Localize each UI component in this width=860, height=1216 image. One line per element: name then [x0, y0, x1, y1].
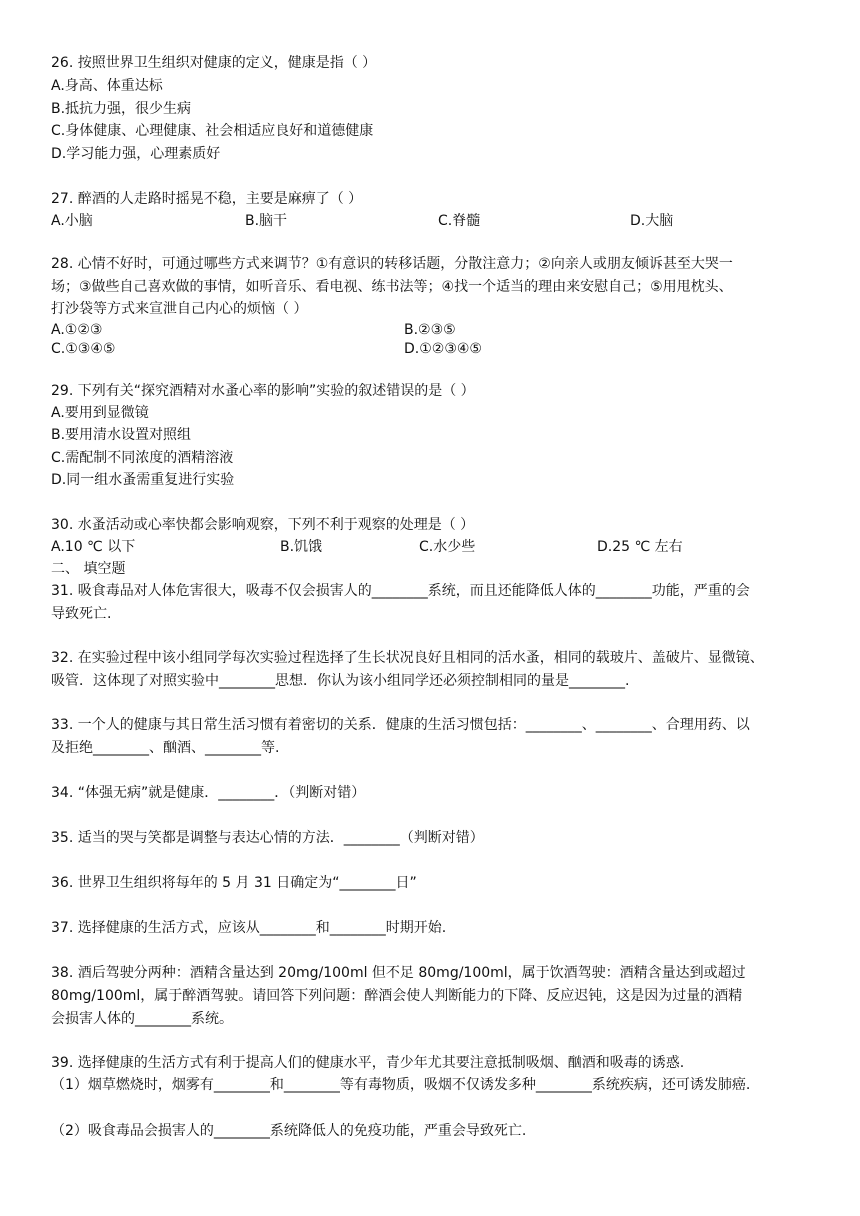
q38-line3: 会损害人体的________系统。	[51, 1011, 233, 1027]
q26-option-a: A.身高、体重达标	[51, 78, 163, 94]
q32-line2: 吸管．这体现了对照实验中________思想．你认为该小组同学还必须控制相同的量是________.	[51, 673, 630, 689]
q39-subquestion-1: （1）烟草燃烧时，烟雾有________和________等有毒物质，吸烟不仅诱发多种________系统疾病，还可诱发肺癌.	[51, 1077, 751, 1093]
q30-stem: 30. 水蚤活动或心率快都会影响观察，下列不利于观察的处理是（ ）	[51, 517, 475, 533]
q30-option-c: C.水少些	[419, 539, 476, 555]
q33-line1: 33. 一个人的健康与其日常生活习惯有着密切的关系．健康的生活习惯包括：________、________、合理用药、以	[51, 717, 750, 733]
q28-stem-line1: 28. 心情不好时，可通过哪些方式来调节？①有意识的转移话题，分散注意力；②向亲人或朋友倾诉甚至大哭一	[51, 256, 733, 272]
q28-option-a: A.①②③	[51, 322, 103, 338]
q29-option-d: D.同一组水蚤需重复进行实验	[51, 472, 235, 488]
q27-stem: 27. 醉酒的人走路时摇晃不稳，主要是麻痹了（ ）	[51, 191, 363, 207]
q28-stem-line2: 场；③做些自己喜欢做的事情，如听音乐、看电视、练书法等；④找一个适当的理由来安慰自己；⑤用甩枕头、	[51, 279, 733, 295]
section-heading-fill-in: 二、 填空题	[51, 561, 126, 577]
q30-option-d: D.25 ℃ 左右	[597, 539, 683, 555]
q36-text: 36. 世界卫生组织将每年的 5 月 31 日确定为“________日”	[51, 875, 417, 891]
q29-option-c: C.需配制不同浓度的酒精溶液	[51, 450, 234, 466]
q35-text: 35. 适当的哭与笑都是调整与表达心情的方法．________（判断对错）	[51, 830, 484, 846]
q26-stem: 26. 按照世界卫生组织对健康的定义，健康是指（ ）	[51, 55, 377, 71]
q27-option-b: B.脑干	[245, 213, 288, 229]
q27-option-a: A.小脑	[51, 213, 93, 229]
q27-option-d: D.大脑	[630, 213, 674, 229]
q28-option-b: B.②③⑤	[404, 322, 456, 338]
q26-option-b: B.抵抗力强，很少生病	[51, 101, 192, 117]
q33-line2: 及拒绝________、酗酒、________等.	[51, 740, 280, 756]
q37-text: 37. 选择健康的生活方式，应该从________和________时期开始.	[51, 920, 447, 936]
q27-option-c: C.脊髓	[438, 213, 481, 229]
q31-line2: 导致死亡.	[51, 606, 112, 622]
q31-line1: 31. 吸食毒品对人体危害很大，吸毒不仅会损害人的________系统，而且还能降低人体的________功能，严重的会	[51, 583, 750, 599]
q28-stem-line3: 打沙袋等方式来宣泄自己内心的烦恼（ ）	[51, 301, 308, 317]
q29-stem: 29. 下列有关“探究酒精对水蚤心率的影响”实验的叙述错误的是（ ）	[51, 383, 475, 399]
q32-line1: 32. 在实验过程中该小组同学每次实验过程选择了生长状况良好且相同的活水蚤，相同的载玻片、盖破片、显微镜、	[51, 650, 764, 666]
q39-stem: 39. 选择健康的生活方式有利于提高人们的健康水平，青少年尤其要注意抵制吸烟、酗酒和吸毒的诱惑.	[51, 1055, 685, 1071]
q30-option-b: B.饥饿	[280, 539, 323, 555]
q29-option-b: B.要用清水设置对照组	[51, 427, 192, 443]
q39-subquestion-2: （2）吸食毒品会损害人的________系统降低人的免疫功能，严重会导致死亡.	[51, 1123, 527, 1139]
q34-text: 34. “体强无病”就是健康．________．（判断对错）	[51, 785, 366, 801]
q38-line1: 38. 酒后驾驶分两种：酒精含量达到 20mg/100ml 但不足 80mg/100ml，属于饮酒驾驶：酒精含量达到或超过	[51, 965, 746, 981]
q30-option-a: A.10 ℃ 以下	[51, 539, 136, 555]
q28-option-c: C.①③④⑤	[51, 341, 116, 357]
q29-option-a: A.要用到显微镜	[51, 405, 149, 421]
q26-option-d: D.学习能力强，心理素质好	[51, 146, 221, 162]
q26-option-c: C.身体健康、心理健康、社会相适应良好和道德健康	[51, 123, 374, 139]
q28-option-d: D.①②③④⑤	[404, 341, 482, 357]
q38-line2: 80mg/100ml，属于醉酒驾驶。请回答下列问题：醉酒会使人判断能力的下降、反应迟钝，这是因为过量的酒精	[51, 988, 743, 1004]
